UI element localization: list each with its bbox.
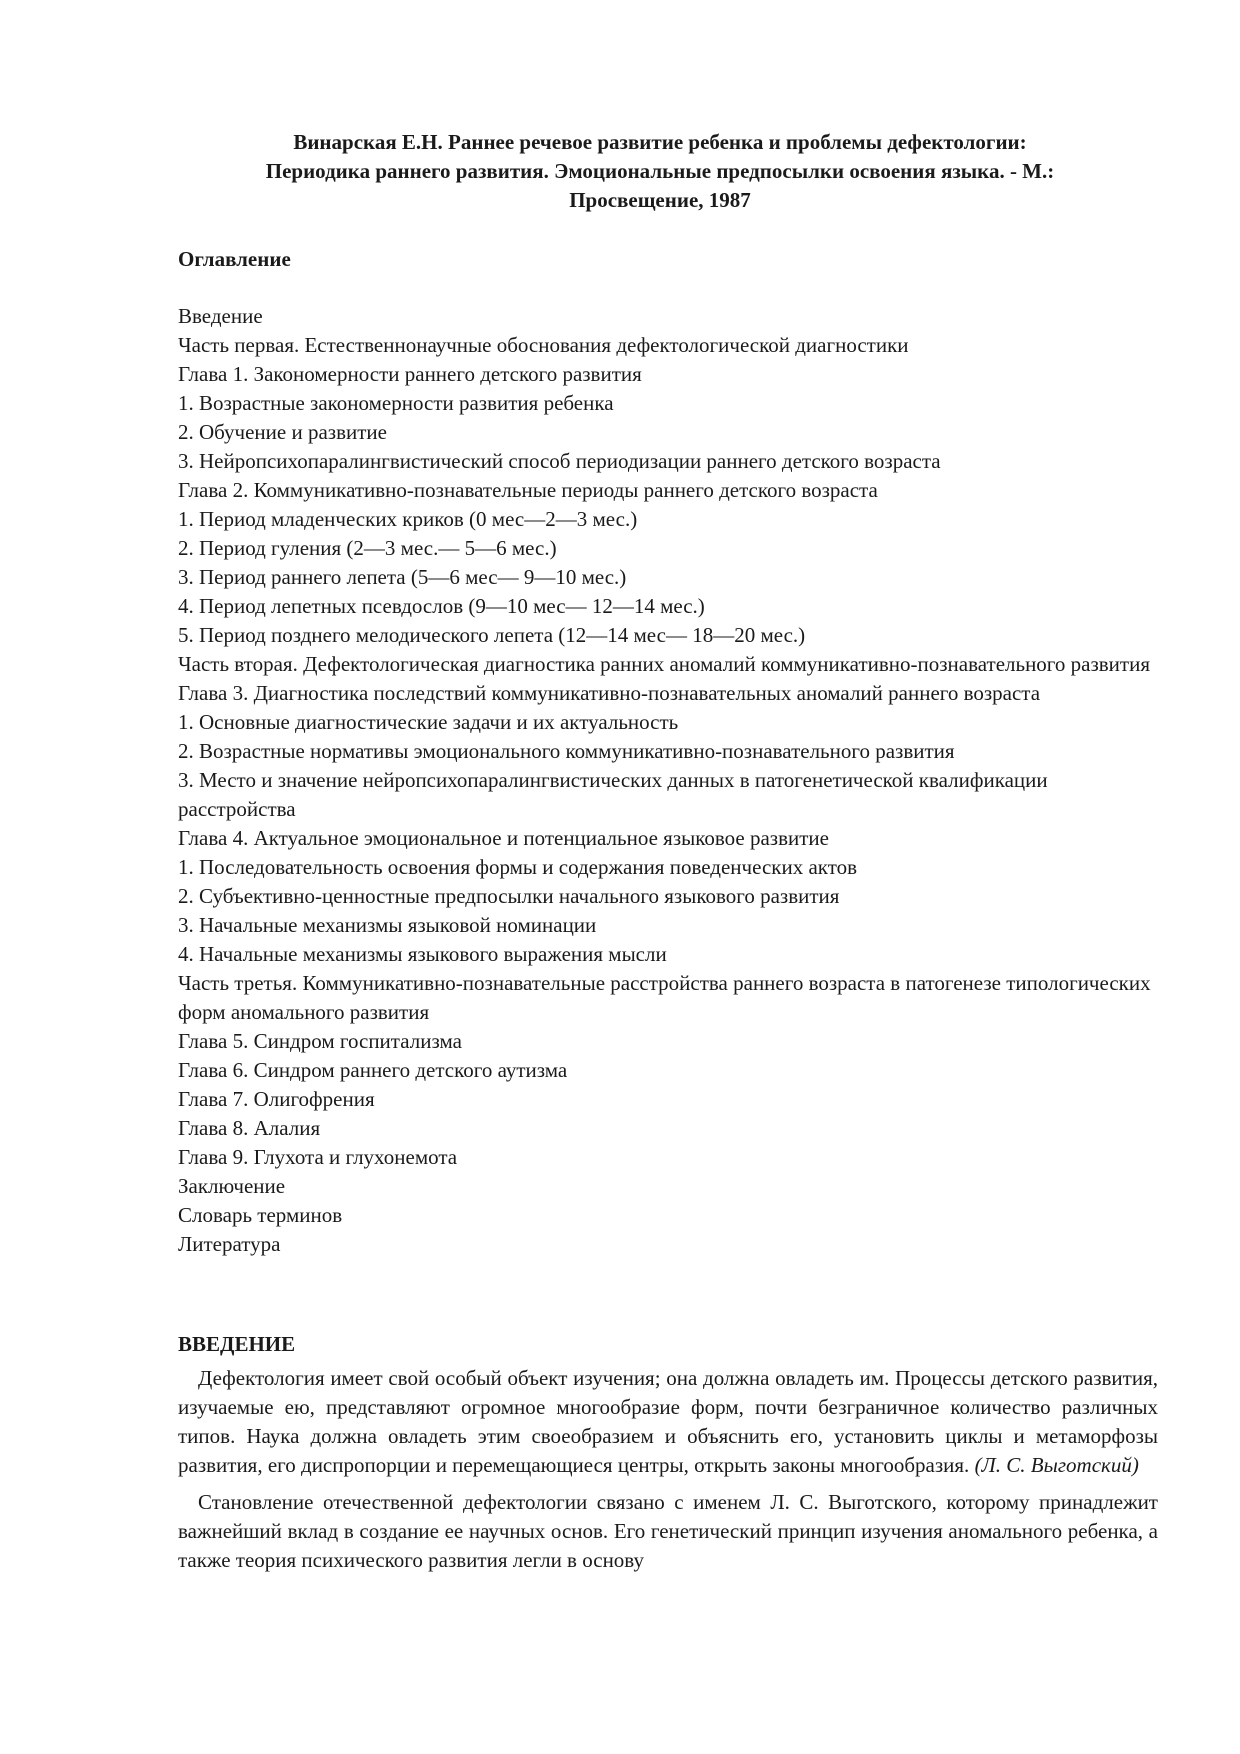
toc-item: Глава 5. Синдром госпитализма <box>178 1029 462 1053</box>
toc-item: 4. Период лепетных псевдослов (9—10 мес— 12—14 мес.) <box>178 594 705 618</box>
toc-item: 2. Субъективно-ценностные предпосылки начального языкового развития <box>178 884 840 908</box>
toc-item: Глава 4. Актуальное эмоциональное и потенциальное языковое развитие <box>178 826 829 850</box>
toc-item: 3. Место и значение нейропсихопаралингвистических данных в патогенетической квалификации расстройства <box>178 768 1048 821</box>
toc-item: 3. Начальные механизмы языковой номинации <box>178 913 597 937</box>
toc-item: 3. Нейропсихопаралингвистический способ периодизации раннего детского возраста <box>178 449 941 473</box>
toc-item: 4. Начальные механизмы языкового выражения мысли <box>178 942 667 966</box>
epigraph-citation: (Л. С. Выготский) <box>974 1453 1139 1477</box>
intro-heading: ВВЕДЕНИЕ <box>178 1332 296 1356</box>
title-line-2: Периодика раннего развития. Эмоциональные предпосылки освоения языка. - М.: <box>265 159 1055 183</box>
toc-item: Часть вторая. Дефектологическая диагностика ранних аномалий коммуникативно-познавательного развития <box>178 652 1150 676</box>
toc-item: Часть третья. Коммуникативно-познавательные расстройства раннего возраста в патогенезе типологических форм аномального развития <box>178 971 1151 1024</box>
toc-item: 1. Период младенческих криков (0 мес—2—3 мес.) <box>178 507 638 531</box>
epigraph-paragraph <box>178 1364 1158 1480</box>
toc-item: 2. Период гуления (2—3 мес.— 5—6 мес.) <box>178 536 557 560</box>
document-title <box>160 128 1160 215</box>
intro-paragraph-2: Становление отечественной дефектологии связано с именем Л. С. Выготского, которому принадлежит важнейший вклад в создание ее научных основ. Его генетический принцип изучения аномального ребенка, а также теория психического развития легли в основу <box>178 1490 1158 1572</box>
toc-item: Глава 1. Закономерности раннего детского развития <box>178 362 642 386</box>
toc-item: 1. Основные диагностические задачи и их актуальность <box>178 710 679 734</box>
toc-item: Глава 6. Синдром раннего детского аутизма <box>178 1058 568 1082</box>
toc-heading: Оглавление <box>178 247 291 271</box>
toc-item: Заключение <box>178 1174 286 1198</box>
epigraph-text: Дефектология имеет свой особый объект изучения; она должна овладеть им. Процессы детского развития, изучаемые ею, представляют огромное многообразие форм, почти безграничное количество различных типов. Наука должна овладеть этим своеобразием и объяснить его, установить циклы и метаморфозы развития, его диспропорции и перемещающиеся центры, открыть законы многообразия. <box>178 1366 1158 1477</box>
toc-item: Введение <box>178 304 263 328</box>
toc-item: 2. Обучение и развитие <box>178 420 387 444</box>
intro-body <box>178 1364 1158 1583</box>
toc-item: 2. Возрастные нормативы эмоционального коммуникативно-познавательного развития <box>178 739 955 763</box>
toc-item: Глава 8. Алалия <box>178 1116 321 1140</box>
toc-item: Глава 2. Коммуникативно-познавательные периоды раннего детского возраста <box>178 478 878 502</box>
toc-item: Литература <box>178 1232 281 1256</box>
toc-item: Глава 7. Олигофрения <box>178 1087 375 1111</box>
table-of-contents <box>178 302 1158 1259</box>
title-line-1: Винарская Е.Н. Раннее речевое развитие ребенка и проблемы дефектологии: <box>293 130 1027 154</box>
toc-item: 1. Последовательность освоения формы и содержания поведенческих актов <box>178 855 858 879</box>
toc-item: Часть первая. Естественнонаучные обоснования дефектологической диагностики <box>178 333 909 357</box>
toc-item: 5. Период позднего мелодического лепета (12—14 мес— 18—20 мес.) <box>178 623 806 647</box>
toc-item: 1. Возрастные закономерности развития ребенка <box>178 391 614 415</box>
toc-item: Глава 9. Глухота и глухонемота <box>178 1145 458 1169</box>
title-line-3: Просвещение, 1987 <box>569 188 751 212</box>
toc-item: Глава 3. Диагностика последствий коммуникативно-познавательных аномалий раннего возраста <box>178 681 1041 705</box>
toc-item: Словарь терминов <box>178 1203 343 1227</box>
toc-item: 3. Период раннего лепета (5—6 мес— 9—10 мес.) <box>178 565 627 589</box>
